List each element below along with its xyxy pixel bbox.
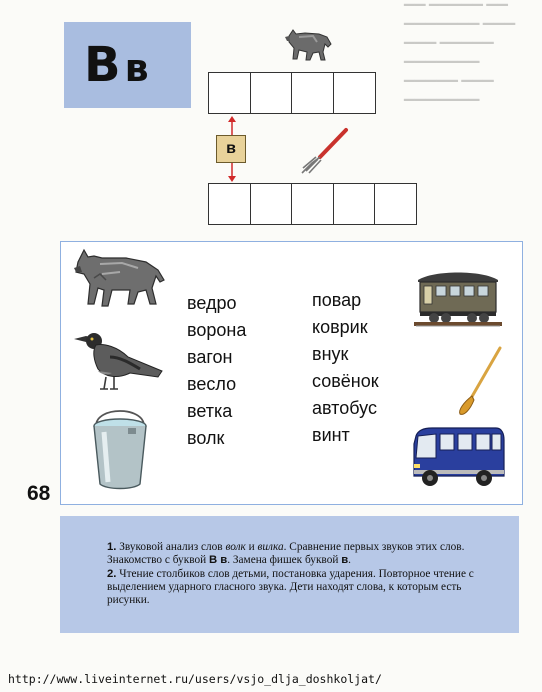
- word-item[interactable]: внук: [312, 344, 349, 364]
- word-item[interactable]: ведро: [187, 293, 237, 313]
- crow-picture: [70, 327, 166, 397]
- note-text: Звуковой анализ слов: [119, 541, 226, 553]
- word-item[interactable]: коврик: [312, 317, 368, 337]
- wolf-picture: [72, 244, 168, 310]
- arrow-down-icon: [226, 163, 238, 183]
- sound-cell[interactable]: [250, 183, 293, 225]
- word-column-right: [312, 287, 379, 449]
- letter-upper: В: [84, 37, 123, 93]
- oar-picture: [454, 344, 506, 418]
- word-item[interactable]: волк: [187, 428, 225, 448]
- fork-icon: [298, 127, 350, 175]
- source-url: http://www.liveinternet.ru/users/vsjo_dlja_doshkoljat/: [8, 672, 382, 686]
- word-item[interactable]: ворона: [187, 320, 247, 340]
- sound-cell[interactable]: [333, 183, 376, 225]
- sound-cell[interactable]: [208, 72, 251, 114]
- note-text: .: [348, 554, 351, 567]
- word-column-left: [187, 290, 246, 452]
- sound-cell[interactable]: [208, 183, 251, 225]
- wolf-small-icon: [283, 22, 335, 64]
- note-text: Чтение столбиков слов детьми, постановка ударения. Повторное чтение с выделением ударного гласного звука. Дети находят слова, к которым есть рисунки.: [107, 567, 474, 607]
- letter-lower: в: [124, 46, 151, 90]
- word-item[interactable]: ветка: [187, 401, 233, 421]
- sound-cell[interactable]: [291, 72, 334, 114]
- note-word: волк: [225, 541, 246, 553]
- note-number: 1.: [107, 541, 117, 553]
- word-item[interactable]: вагон: [187, 347, 233, 367]
- sound-cell[interactable]: [250, 72, 293, 114]
- word-item[interactable]: винт: [312, 425, 350, 445]
- letter-chip[interactable]: в: [216, 135, 246, 163]
- arrow-up-icon: [226, 115, 238, 135]
- note-word: вилка: [257, 541, 284, 553]
- sound-scheme-bottom: [208, 183, 416, 225]
- note-paragraph-2: [107, 568, 489, 608]
- sound-cell[interactable]: [374, 183, 417, 225]
- teacher-note: [60, 516, 519, 633]
- word-item[interactable]: совёнок: [312, 371, 379, 391]
- note-text: . Сравнение первых звуков этих слов. Знакомство с буквой: [107, 541, 465, 567]
- sound-scheme-top: [208, 72, 374, 114]
- letter-heading: [64, 22, 191, 108]
- page-number: 68: [27, 482, 51, 505]
- sound-cell[interactable]: [291, 183, 334, 225]
- word-item[interactable]: весло: [187, 374, 237, 394]
- word-item[interactable]: автобус: [312, 398, 377, 418]
- train-car-picture: [414, 266, 502, 328]
- note-text: . Замена фишек буквой: [227, 554, 342, 567]
- note-text: и: [245, 541, 258, 553]
- note-number: 2.: [107, 567, 117, 580]
- note-paragraph-1: [107, 541, 489, 568]
- bus-picture: [408, 424, 506, 492]
- note-letters: В в: [208, 554, 228, 567]
- note-letter: в: [341, 554, 349, 567]
- sound-cell[interactable]: [333, 72, 376, 114]
- bucket-picture: [88, 406, 152, 492]
- show-through-text: ▔▔ ▔▔▔▔▔ ▔▔ ▔▔▔▔▔▔▔ ▔▔▔ ▔▔▔ ▔▔▔▔▔ ▔▔▔▔▔▔▔ ▔▔▔▔▔ ▔▔▔ ▔▔▔▔▔▔▔: [404, 6, 516, 116]
- word-item[interactable]: повар: [312, 290, 362, 310]
